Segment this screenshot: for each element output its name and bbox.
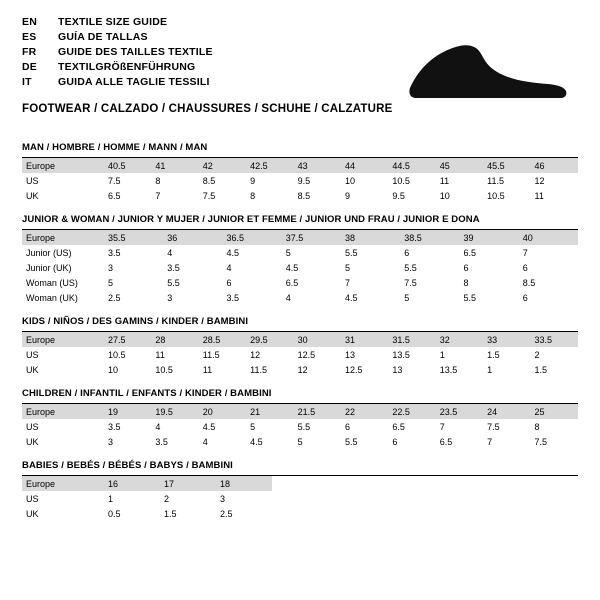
- cell: 10.5: [155, 364, 173, 375]
- cell: 7.5: [404, 277, 417, 288]
- cell: 7.5: [202, 190, 216, 201]
- size-table-body: [22, 332, 578, 377]
- cell: 39: [460, 230, 519, 245]
- row-label: UK: [26, 508, 39, 519]
- cell: 6: [522, 292, 528, 303]
- size-table-body: [22, 404, 578, 449]
- cell: 6.5: [463, 247, 477, 258]
- cell: 40: [519, 230, 578, 245]
- cell: 8.5: [297, 190, 311, 201]
- language-code: DE: [22, 61, 37, 73]
- table-row: [22, 158, 578, 173]
- row-label: US: [26, 175, 39, 186]
- cell: 11.5: [202, 349, 220, 360]
- cell: 2: [534, 349, 540, 360]
- cell: 21.5: [294, 404, 341, 419]
- cell: 5.5: [297, 421, 311, 432]
- cell: 10.5: [392, 175, 410, 186]
- cell: 19: [104, 404, 151, 419]
- table-row: [22, 188, 578, 203]
- section-title: FOOTWEAR / CALZADO / CHAUSSURES / SCHUHE / CALZATURE: [22, 103, 393, 115]
- cell: 1.5: [487, 349, 500, 360]
- cell: 6.5: [108, 190, 121, 201]
- cell: 45.5: [483, 158, 530, 173]
- cell: 10: [439, 190, 450, 201]
- size-table-body: [22, 230, 578, 305]
- babies-table-wrap: [22, 476, 578, 521]
- cell: 7: [155, 190, 161, 201]
- table-row: [22, 332, 578, 347]
- cell: 10: [108, 364, 119, 375]
- cell: 23.5: [436, 404, 483, 419]
- cell: 1: [487, 364, 493, 375]
- cell: 6.5: [392, 421, 405, 432]
- cell: 32: [436, 332, 483, 347]
- cell: 3.5: [108, 247, 121, 258]
- cell: 4.5: [202, 421, 216, 432]
- language-title: GUIDA ALLE TAGLIE TESSILI: [58, 76, 210, 88]
- cell: 5: [250, 421, 256, 432]
- cell: 16: [104, 476, 160, 491]
- row-label: Woman (UK): [26, 292, 78, 303]
- language-title: GUÍA DE TALLAS: [58, 31, 148, 43]
- cell: 10.5: [108, 349, 126, 360]
- language-title-list-body: [22, 16, 213, 91]
- cell: 22.5: [388, 404, 435, 419]
- cell: 0.5: [108, 508, 121, 519]
- cell: 8: [250, 190, 256, 201]
- cell: 44.5: [388, 158, 435, 173]
- cell: 33: [483, 332, 530, 347]
- language-row: [22, 31, 213, 46]
- cell: 7.5: [108, 175, 121, 186]
- cell: 7: [345, 277, 351, 288]
- row-label: US: [26, 493, 39, 504]
- cell: 11.5: [250, 364, 268, 375]
- cell: 6.5: [439, 436, 453, 447]
- size-group-kids: [22, 316, 578, 377]
- cell: 5: [297, 436, 303, 447]
- cell: 36: [163, 230, 222, 245]
- cell: 5: [285, 247, 291, 258]
- cell: 5.5: [404, 262, 417, 273]
- group-heading: MAN / HOMBRE / HOMME / MANN / MAN: [22, 142, 578, 158]
- table-row: [22, 245, 578, 260]
- cell: 2.5: [108, 292, 121, 303]
- cell: 6: [522, 262, 528, 273]
- cell: 41: [151, 158, 198, 173]
- size-table-body: [22, 476, 272, 521]
- cell: 3: [108, 436, 114, 447]
- cell: 11: [202, 364, 213, 375]
- cell: 11: [439, 175, 450, 186]
- cell: 10.5: [487, 190, 505, 201]
- cell: 7: [487, 436, 493, 447]
- cell: 1.5: [534, 364, 548, 375]
- size-table: [22, 230, 578, 305]
- row-label: US: [26, 421, 39, 432]
- size-group-man: [22, 142, 578, 203]
- row-label: Europe: [22, 230, 104, 245]
- cell: 13: [344, 349, 355, 360]
- cell: 33.5: [531, 332, 578, 347]
- dress-shoe-icon: [402, 36, 572, 106]
- group-heading: JUNIOR & WOMAN / JUNIOR Y MUJER / JUNIOR ET FEMME / JUNIOR UND FRAU / JUNIOR E DONA: [22, 214, 578, 230]
- cell: 4: [285, 292, 291, 303]
- cell: 31.5: [388, 332, 435, 347]
- cell: 6: [226, 277, 232, 288]
- cell: 1: [439, 349, 445, 360]
- cell: 12: [534, 175, 545, 186]
- table-row: [22, 419, 578, 434]
- language-code: EN: [22, 16, 37, 28]
- row-label: Woman (US): [26, 277, 78, 288]
- cell: 4.5: [285, 262, 299, 273]
- cell: 12.5: [297, 349, 316, 360]
- size-table-body: [22, 158, 578, 203]
- cell: 9: [250, 175, 256, 186]
- language-row: [22, 76, 213, 91]
- cell: 3: [220, 493, 226, 504]
- cell: 4: [226, 262, 232, 273]
- cell: 12.5: [344, 364, 363, 375]
- cell: 3.5: [108, 421, 121, 432]
- group-heading: KIDS / NIÑOS / DES GAMINS / KINDER / BAMBINI: [22, 316, 578, 332]
- row-label: UK: [26, 190, 39, 201]
- cell: 5.5: [344, 436, 358, 447]
- cell: 6: [404, 247, 410, 258]
- table-row: [22, 404, 578, 419]
- cell: 8: [155, 175, 161, 186]
- cell: 4: [155, 421, 161, 432]
- size-table: [22, 404, 578, 449]
- row-label: US: [26, 349, 39, 360]
- cell: 35.5: [104, 230, 163, 245]
- cell: 3: [167, 292, 173, 303]
- cell: 45: [436, 158, 483, 173]
- row-label: UK: [26, 364, 39, 375]
- cell: 4.5: [345, 292, 358, 303]
- language-title: TEXTILE SIZE GUIDE: [58, 16, 168, 28]
- cell: 7: [439, 421, 445, 432]
- table-row: [22, 506, 272, 521]
- cell: 8: [463, 277, 469, 288]
- cell: 10: [344, 175, 355, 186]
- cell: 8: [534, 421, 540, 432]
- cell: 4.5: [250, 436, 263, 447]
- cell: 11: [155, 349, 165, 360]
- table-row: [22, 491, 272, 506]
- cell: 9.5: [297, 175, 311, 186]
- table-row: [22, 362, 578, 377]
- cell: 42: [199, 158, 246, 173]
- cell: 22: [341, 404, 388, 419]
- table-row: [22, 275, 578, 290]
- cell: 29.5: [246, 332, 293, 347]
- cell: 7.5: [487, 421, 500, 432]
- cell: 3: [108, 262, 114, 273]
- size-table: [22, 476, 272, 521]
- row-label: Europe: [22, 476, 104, 491]
- cell: 13.5: [439, 364, 458, 375]
- row-label: Europe: [22, 332, 104, 347]
- size-group-children: [22, 388, 578, 449]
- cell: 19.5: [151, 404, 198, 419]
- cell: 24: [483, 404, 530, 419]
- cell: 42.5: [246, 158, 293, 173]
- cell: 1: [108, 493, 114, 504]
- cell: 20: [199, 404, 246, 419]
- cell: 8.5: [522, 277, 536, 288]
- table-row: [22, 230, 578, 245]
- size-table: [22, 332, 578, 377]
- cell: 30: [294, 332, 341, 347]
- cell: 3.5: [167, 262, 180, 273]
- group-heading: BABIES / BEBÉS / BÉBÉS / BABYS / BAMBINI: [22, 460, 578, 476]
- language-row: [22, 61, 213, 76]
- cell: 5: [108, 277, 114, 288]
- language-code: ES: [22, 31, 37, 43]
- cell: 21: [246, 404, 293, 419]
- cell: 37.5: [282, 230, 341, 245]
- cell: 1.5: [164, 508, 177, 519]
- cell: 44: [341, 158, 388, 173]
- table-row: [22, 476, 272, 491]
- row-label: UK: [26, 436, 39, 447]
- cell: 27.5: [104, 332, 151, 347]
- table-row: [22, 260, 578, 275]
- cell: 7: [522, 247, 528, 258]
- group-heading: CHILDREN / INFANTIL / ENFANTS / KINDER / BAMBINI: [22, 388, 578, 404]
- cell: 38.5: [400, 230, 459, 245]
- language-title-list: [22, 16, 213, 91]
- cell: 28.5: [199, 332, 246, 347]
- language-row: [22, 46, 213, 61]
- table-row: [22, 290, 578, 305]
- cell: 12: [250, 349, 261, 360]
- cell: 12: [297, 364, 308, 375]
- cell: 5.5: [167, 277, 180, 288]
- cell: 9: [344, 190, 350, 201]
- cell: 3.5: [226, 292, 240, 303]
- row-label: Europe: [22, 404, 104, 419]
- row-label: Junior (UK): [26, 262, 72, 273]
- cell: 13: [392, 364, 403, 375]
- cell: 7.5: [534, 436, 548, 447]
- cell: 5: [404, 292, 410, 303]
- cell: 13.5: [392, 349, 410, 360]
- cell: 6.5: [285, 277, 299, 288]
- cell: 6: [392, 436, 398, 447]
- cell: 46: [531, 158, 578, 173]
- language-code: FR: [22, 46, 37, 58]
- cell: 9.5: [392, 190, 405, 201]
- cell: 6: [344, 421, 350, 432]
- cell: 11.5: [487, 175, 504, 186]
- cell: 3.5: [155, 436, 168, 447]
- cell: 4.5: [226, 247, 240, 258]
- cell: 36.5: [223, 230, 282, 245]
- cell: 25: [531, 404, 578, 419]
- cell: 4: [167, 247, 173, 258]
- language-code: IT: [22, 76, 32, 88]
- row-label: Europe: [22, 158, 104, 173]
- cell: 2.5: [220, 508, 233, 519]
- table-row: [22, 434, 578, 449]
- document-header: [22, 16, 578, 115]
- size-group-babies: [22, 460, 578, 521]
- cell: 6: [463, 262, 469, 273]
- language-title: GUIDE DES TAILLES TEXTILE: [58, 46, 213, 58]
- cell: 17: [160, 476, 216, 491]
- cell: 11: [534, 190, 544, 201]
- language-row: [22, 16, 213, 31]
- cell: 28: [151, 332, 198, 347]
- size-groups: [22, 142, 578, 521]
- cell: 5: [345, 262, 351, 273]
- cell: 5.5: [345, 247, 358, 258]
- cell: 8.5: [202, 175, 216, 186]
- cell: 5.5: [463, 292, 477, 303]
- cell: 4: [202, 436, 208, 447]
- table-row: [22, 347, 578, 362]
- row-label: Junior (US): [26, 247, 72, 258]
- cell: 40.5: [104, 158, 151, 173]
- table-row: [22, 173, 578, 188]
- cell: 2: [164, 493, 170, 504]
- cell: 31: [341, 332, 388, 347]
- cell: 18: [216, 476, 272, 491]
- cell: 38: [341, 230, 400, 245]
- language-title: TEXTILGRÖßENFÜHRUNG: [58, 61, 196, 73]
- cell: 43: [294, 158, 341, 173]
- size-group-junior-woman: [22, 214, 578, 305]
- size-table: [22, 158, 578, 203]
